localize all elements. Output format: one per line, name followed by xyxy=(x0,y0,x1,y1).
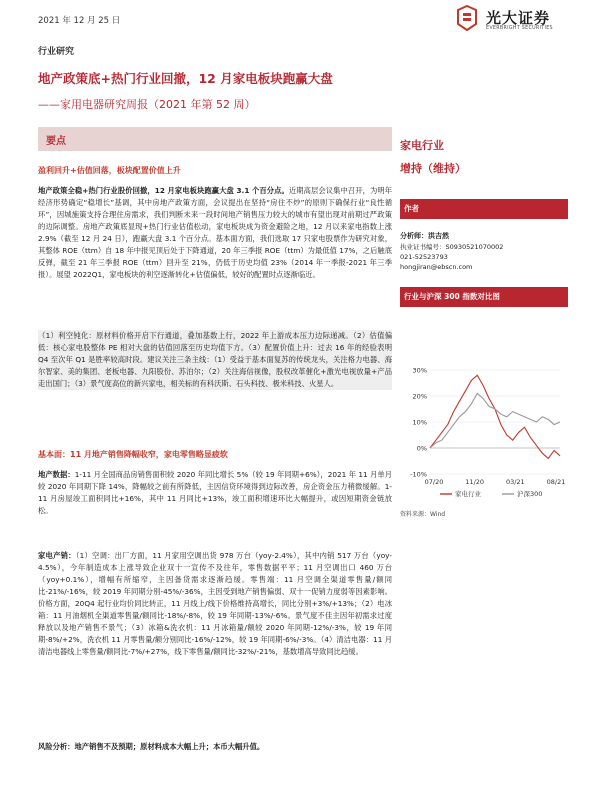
everbright-logo-icon xyxy=(454,4,480,32)
brand-logo xyxy=(454,4,594,38)
y-tick-label: -10% xyxy=(410,470,427,479)
paragraph-lead: 家电产销： xyxy=(38,551,76,560)
section-title-profit: 盈利回升+估值回落，板块配置价值上升 xyxy=(38,166,181,175)
paragraph-property-data xyxy=(38,469,392,517)
y-tick-label: 30% xyxy=(412,366,427,375)
report-category: 行业研究 xyxy=(38,47,75,57)
summary-heading-bar xyxy=(38,127,392,151)
summary-heading: 要点 xyxy=(46,136,66,147)
chart-heading-bar xyxy=(400,287,568,307)
x-tick-label: 08/21 xyxy=(546,478,566,486)
x-tick-label: 11/20 xyxy=(465,478,485,486)
index-comparison-chart xyxy=(400,362,568,502)
paragraph-investment-thesis: （1）利空钝化：原材料价格开启下行通道，叠加基数上行，2022 年上游成本压力边际递减。（2）估值偏低：核心家电股整体 PE 相对大盘的估值回落至历史均值下方。（3）配置价值上升：过去 16 年的经验表明 Q4 至次年 Q1 是胜率较高时段。建议关注三条主线：（1）受益于基本面复苏的传统龙头，关注格力电器、海尔智家、美的集团、老板电器、九阳股份、苏泊尔；（2）关注海信视像，股权改革催化+激光电视放量+产品走出国门；（3）景气度高位的新兴家电，相关标的有科沃斯、石头科技、极米科技、火星人。 xyxy=(38,331,392,388)
legend-label: 沪深300 xyxy=(517,490,543,498)
analyst-name: 分析师：洪吉然 xyxy=(400,232,449,240)
paragraph-body: （1）空调：出厂方面，11 月家用空调出货 978 万台（yoy-2.4%），其中内销 517 万台（yoy-4.5%），今年制造成本上涨导致企业双十一宣传不及往年，零售数据平平；11 月空调出口 460 万台（yoy+0.1%），增幅有所缩窄，主因备货需求逐渐趋缓。零售端：11 月空调全渠道零售量/额同比-21%/-16%，较 2019 年同期分别-45%/-36%，主因受到地产销售偏弱、双十一促销力度弱等因素影响。价格方面，20Q4 起行业均价同比转正，11 月线上/线下价格维持高增长，同比分别+3%/+13%；（2）电冰箱：11 月油烟机全渠道零售量/额同比-18%/-8%，较 19 年同期-13%/-6%。景气度不佳主因年初需求过度释放以及地产销售不景气；（3）冰箱&洗衣机：11 月冰箱量/额较 2020 年同期-12%/-3%，较 19 年同期-8%/+2%，洗衣机 11 月零售量/额分别同比-16%/-12%，较 19 年同期-6%/-3%。（4）清洁电器：11 月清洁电器线上零售量/额同比-7%/+27%，线下零售量/额同比-32%/-21%，基数增高导致同比趋缓。 xyxy=(38,551,393,656)
y-tick-label: 0% xyxy=(416,444,427,453)
paragraph-lead: 风险分析：地产销售不及预期；原材料成本大幅上升；本币大幅升值。 xyxy=(38,742,265,751)
analyst-license: 执业证书编号：S0930521070002 xyxy=(400,243,504,251)
rating-label: 增持（维持） xyxy=(400,162,466,175)
chart-source: 资料来源：Wind xyxy=(400,511,446,518)
legend-label: 家电行业 xyxy=(455,490,481,498)
logo-chinese-name: 光大证券 xyxy=(486,9,551,27)
report-date: 2021 年 12 月 25 日 xyxy=(38,16,121,26)
paragraph-market-overview xyxy=(38,185,392,281)
paragraph-lead: 地产政策全稳+热门行业股价回撤，12 月家电板块跑赢大盘 3.1 个百分点。 xyxy=(38,186,289,195)
chart-heading: 行业与沪深 300 指数对比图 xyxy=(404,292,500,301)
x-tick-label: 03/21 xyxy=(505,478,525,486)
author-heading-bar xyxy=(400,199,568,219)
author-heading: 作者 xyxy=(404,204,419,213)
y-tick-label: 20% xyxy=(412,392,427,401)
section-title-fundamentals: 基本面：11 月地产销售降幅收窄，家电零售略显疲软 xyxy=(38,450,228,459)
analyst-phone: 021-52523793 xyxy=(400,253,448,261)
paragraph-body: 近期高层会议集中召开，为明年经济形势确定“稳增长”基调，其中房地产政策方面，会议提出在坚持“房住不炒”的原则下确保行业“良性循环”，因城施策支持合理住房需求，我们判断未来一段时间地产销售压力较大的城市有望出现对前期过严政策的边际调整。房地产政策底显现+热门行业估值松动，家电板块成为资金避险之地，12 月以来家电指数上涨 2.9%（截至 12 月 24 日），跑赢大盘 3.1 个百分点。基本面方面，我们选取 17 只家电股票作为研究对象，其整体 ROE（ttm）自 18 年中报见顶后处于下降通道，20 年三季报 ROE（ttm）为最低值 17%，之后触底反弹，截至 21 年三季报 ROE（ttm）回升至 21%，仍低于历史均值 23%（2014 年一季报-2021 年三季报）。展望 2022Q1，家电板块的利空逐渐转化+估值偏低，较好的配置时点逐渐临近。 xyxy=(38,186,392,279)
paragraph-risk-analysis xyxy=(38,741,392,753)
paragraph-body: 1-11 月全国商品房销售面积较 2020 年同比增长 5%（较 19 年同期+6%），2021 年 11 月单月较 2020 年同期下降 14%，降幅较之前有所降低，主因信贷环境得到边际改善，房企资金压力稍微缓解。1-11 月房屋竣工面积同比+16%，其中 11 月同比+13%，竣工面积增速环比大幅提升，或因短期资金链放松。 xyxy=(38,470,393,515)
analyst-email: hongjiran@ebscn.com xyxy=(400,263,473,271)
series-line-appliance xyxy=(430,375,560,458)
y-tick-label: 10% xyxy=(412,418,427,427)
report-title: 地产政策底+热门行业回撤，12 月家电板块跑赢大盘 xyxy=(38,71,333,86)
logo-english-name: EVERBRIGHT SECURITIES xyxy=(486,26,553,31)
chart-svg xyxy=(400,362,568,502)
industry-name: 家电行业 xyxy=(400,139,444,152)
x-tick-label: 07/20 xyxy=(424,478,444,486)
paragraph-lead: 地产数据： xyxy=(38,470,75,479)
summary-column xyxy=(38,127,392,787)
report-subtitle: ——家用电器研究周报（2021 年第 52 周） xyxy=(38,98,256,111)
paragraph-appliance-sales xyxy=(38,550,392,658)
